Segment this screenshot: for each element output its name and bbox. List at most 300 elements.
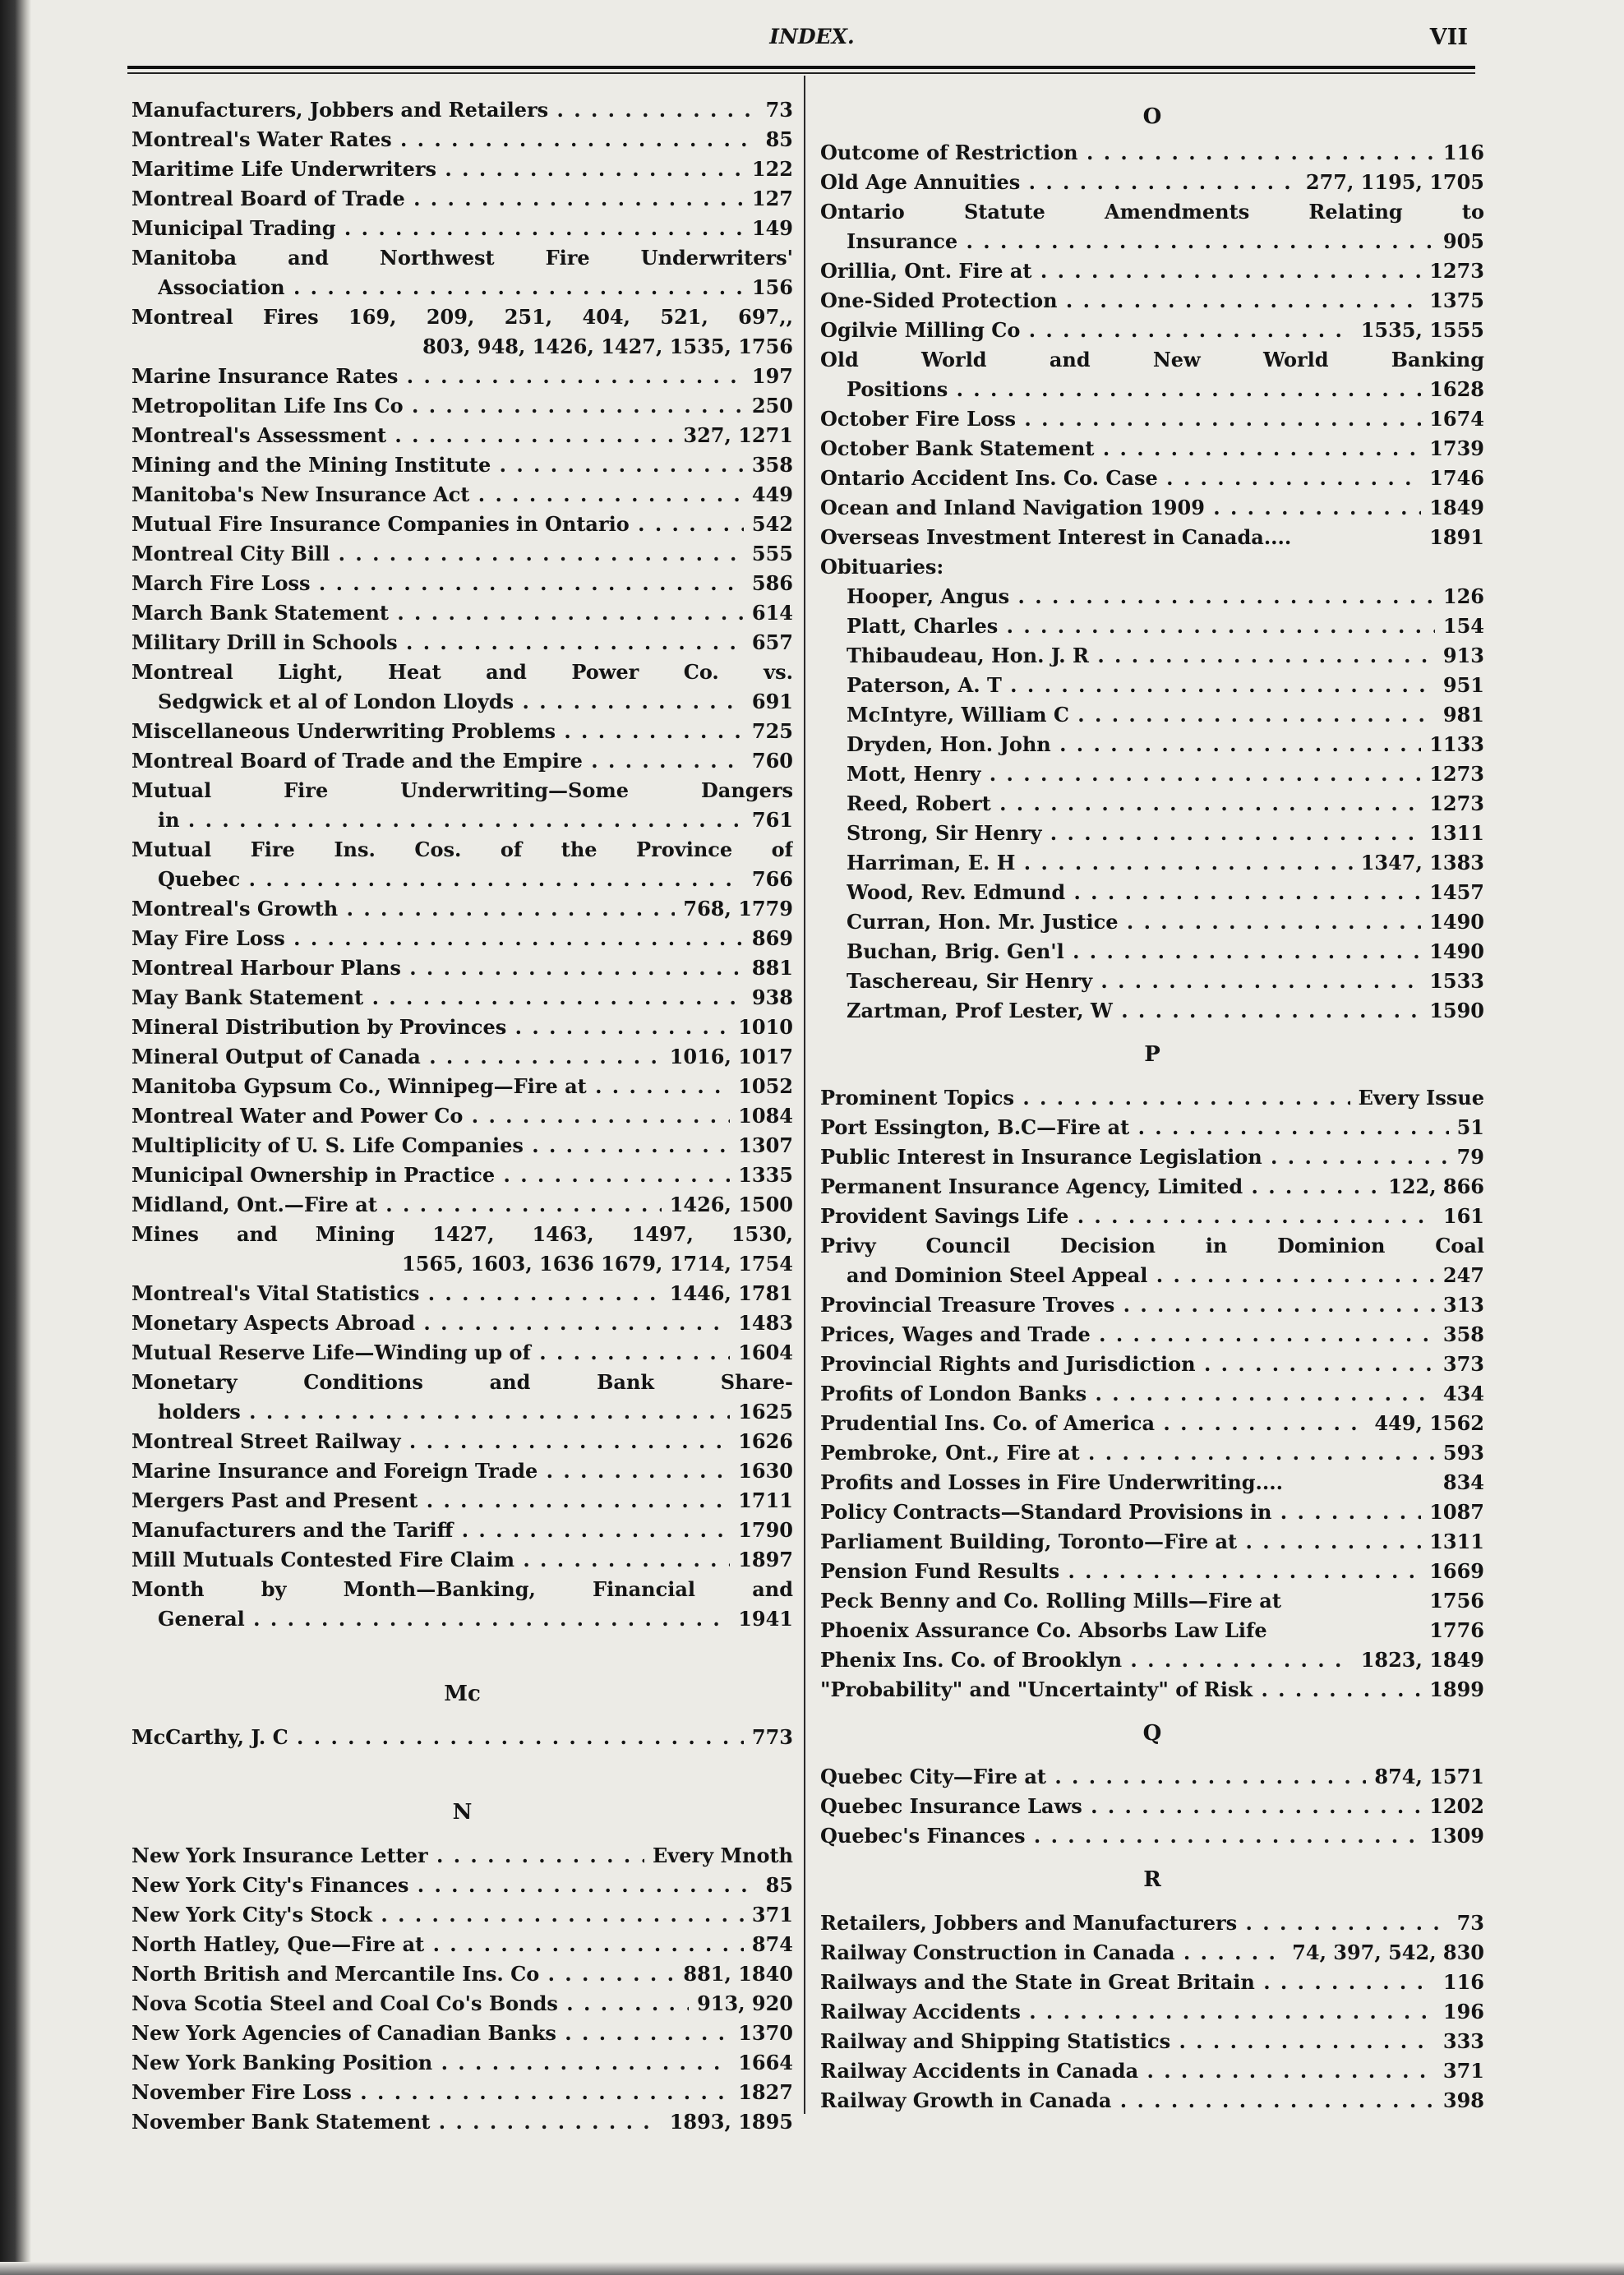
index-entry [131,1072,793,1101]
entry-title: Municipal Ownership in Practice . . . [131,1161,730,1190]
index-entry [131,569,793,598]
entry-pages: 1899 [1429,1677,1484,1701]
entry-pages: 951 [1442,673,1484,697]
entry-title: New York Banking Position . . . [131,2048,730,2078]
obituary-entry [820,878,1484,907]
entry-pages: 149 [751,216,793,240]
entry-title: Quebec . . . [158,865,744,894]
entry-title: Month by Month—Banking, Financial and [131,1577,793,1601]
entry-title: Mill Mutuals Contested Fire Claim . . . [131,1545,730,1575]
index-entry [820,168,1484,197]
index-entry [820,1527,1484,1557]
page-bottom-edge [0,2262,1624,2275]
entry-pages: 981 [1442,703,1484,727]
index-entry [820,1616,1484,1645]
index-entry [820,1968,1484,1997]
entry-title: Manufacturers, Jobbers and Retailers . . . [131,95,758,125]
entry-title: November Bank Statement . . . [131,2107,662,2137]
entry-pages: 1626 [738,1429,793,1453]
entry-title: Retailers, Jobbers and Manufacturers . . . [820,1908,1449,1938]
entry-title: Parliament Building, Toronto—Fire at . . . [820,1527,1421,1557]
index-entry [131,539,793,569]
section-gap [131,1752,793,1784]
index-entry [131,1516,793,1545]
index-entry [131,717,793,746]
entry-pages: 1309 [1429,1824,1484,1848]
index-entry [131,1604,793,1634]
entry-title: Mott, Henry . . . [847,759,1421,789]
entry-pages: 881 [751,956,793,980]
entry-title: Montreal Street Railway . . . [131,1427,730,1456]
entry-title: Ontario Accident Ins. Co. Case . . . [820,464,1421,493]
entry-pages: 1347, 1383 [1360,851,1484,874]
entry-pages: 1625 [738,1400,793,1424]
entry-pages: 73 [1456,1911,1484,1935]
entry-pages: 1370 [738,2021,793,2045]
entry-pages: 116 [1442,1970,1484,1994]
entry-title: Reed, Robert . . . [847,789,1421,819]
entry-pages: 766 [751,867,793,891]
entry-title: Wood, Rev. Edmund . . . [847,878,1421,907]
entry-title: Miscellaneous Underwriting Problems . . . [131,717,744,746]
entry-pages: 1273 [1429,762,1484,786]
entry-pages: 277, 1195, 1705 [1305,170,1484,194]
entry-pages: 1490 [1429,910,1484,934]
obituary-entry [820,967,1484,996]
index-entry [131,1723,793,1752]
entry-pages: 398 [1442,2088,1484,2112]
entry-pages: 913, 920 [697,1991,793,2015]
index-entry [131,746,793,776]
entry-title: General . . . [158,1604,730,1634]
index-entry [131,391,793,421]
page-binding-edge [0,0,31,2275]
entry-pages: 874 [751,1932,793,1956]
entry-title: Quebec's Finances . . . [820,1821,1421,1851]
entry-title: Montreal Light, Heat and Power Co. vs. [131,660,793,684]
entry-title: in . . . [158,805,744,835]
entry-title: Railways and the State in Great Britain . . . [820,1968,1435,1997]
index-entry [131,1959,793,1989]
entry-title: Montreal City Bill . . . [131,539,744,569]
entry-pages: 85 [765,1873,793,1897]
index-entry [131,1841,793,1871]
index-entry [820,404,1484,434]
obituary-entry [820,996,1484,1026]
index-entry-label [820,1231,1484,1261]
index-entry [820,227,1484,256]
entry-title: Buchan, Brig. Gen'l . . . [847,937,1421,967]
entry-title: Montreal's Growth . . . [131,894,675,924]
obituary-entry [820,848,1484,878]
entry-title: and Dominion Steel Appeal . . . [847,1261,1435,1290]
entry-pages: 1849 [1429,496,1484,519]
index-entry [131,1486,793,1516]
page-number: VII [1429,25,1468,50]
entry-pages: 127 [751,187,793,210]
entry-pages: 126 [1442,584,1484,608]
index-entry [820,464,1484,493]
index-entry [131,1190,793,1220]
entry-pages: 555 [751,542,793,565]
index-entry [820,1497,1484,1527]
entry-pages: 1776 [1429,1618,1484,1642]
entry-title: Montreal Harbour Plans . . . [131,953,744,983]
obituary-entry [820,582,1484,611]
entry-pages: 1535, 1555 [1360,318,1484,342]
entry-title: McCarthy, J. C . . . [131,1723,744,1752]
index-entry [820,1379,1484,1409]
index-entry [820,1675,1484,1705]
entry-title: Pembroke, Ont., Fire at . . . [820,1438,1435,1468]
section-letter: R [1143,1867,1161,1892]
entry-title: Permanent Insurance Agency, Limited . . . [820,1172,1380,1202]
entry-pages: 803, 948, 1426, 1427, 1535, 1756 [422,335,793,358]
entry-title: Harriman, E. H . . . [847,848,1353,878]
index-entry [131,983,793,1013]
entry-pages: 327, 1271 [683,423,793,447]
index-entry [820,1202,1484,1231]
entry-title: Mergers Past and Present . . . [131,1486,730,1516]
entry-title: Manufacturers and the Tariff . . . [131,1516,730,1545]
entry-title: Ogilvie Milling Co . . . [820,316,1353,345]
entry-pages: 1490 [1429,939,1484,963]
entry-title: Positions . . . [847,375,1421,404]
entry-pages: 1087 [1429,1500,1484,1524]
column-divider [804,76,805,2114]
index-entry [131,184,793,214]
entry-pages: 196 [1442,2000,1484,2024]
index-entry [131,1101,793,1131]
entry-pages: 874, 1571 [1374,1765,1484,1788]
entry-title: October Fire Loss . . . [820,404,1421,434]
index-entry [820,1320,1484,1350]
entry-pages: 657 [751,630,793,654]
entry-title: Old Age Annuities . . . [820,168,1298,197]
entry-title: Mutual Reserve Life—Winding up of . . . [131,1338,730,1368]
index-entry [131,1900,793,1930]
entry-title: Nova Scotia Steel and Coal Co's Bonds . . . [131,1989,689,2019]
entry-pages: 1891 [1429,525,1484,549]
entry-title: Metropolitan Life Ins Co . . . [131,391,744,421]
index-entry [131,865,793,894]
index-entry [131,480,793,510]
entry-pages: 1533 [1429,969,1484,993]
entry-pages: 1630 [738,1459,793,1483]
header-rule-thin [127,72,1475,74]
entry-pages: 51 [1456,1115,1484,1139]
entry-pages: 116 [1442,141,1484,164]
entry-title: Montreal Board of Trade . . . [131,184,744,214]
section-letter: Q [1142,1721,1162,1746]
entry-pages: 586 [751,571,793,595]
index-entry [131,362,793,391]
index-entry [131,1131,793,1161]
entry-title: holders . . . [158,1397,730,1427]
entry-title: Mining and the Mining Institute . . . [131,450,744,480]
entry-title: Municipal Trading . . . [131,214,744,243]
entry-pages: 1202 [1429,1794,1484,1818]
index-entry [820,286,1484,316]
entry-title: Policy Contracts—Standard Provisions in . . . [820,1497,1421,1527]
entry-title: Midland, Ont.—Fire at . . . [131,1190,662,1220]
entry-pages: 1790 [738,1518,793,1542]
entry-title: Maritime Life Underwriters . . . [131,155,744,184]
entry-pages: 1457 [1429,880,1484,904]
entry-title: Manitoba's New Insurance Act . . . [131,480,744,510]
entry-title: Quebec City—Fire at . . . [820,1762,1366,1792]
index-entry [820,1792,1484,1821]
left-column [131,95,793,2137]
entry-pages: 1307 [738,1133,793,1157]
entry-title: Ocean and Inland Navigation 1909 . . . [820,493,1421,523]
index-entry [131,2048,793,2078]
entry-title: Montreal's Water Rates . . . [131,125,758,155]
index-entry [131,953,793,983]
entry-pages: 1827 [738,2080,793,2104]
entry-pages: 869 [751,926,793,950]
index-entry [820,434,1484,464]
entry-pages: 79 [1456,1145,1484,1169]
index-entry [131,687,793,717]
entry-pages: 938 [751,985,793,1009]
entry-pages: 161 [1442,1204,1484,1228]
entry-pages: 1273 [1429,791,1484,815]
entry-title: Manitoba and Northwest Fire Underwriters' [131,246,793,270]
entry-title: Strong, Sir Henry . . . [847,819,1421,848]
entry-title: Phenix Ins. Co. of Brooklyn . . . [820,1645,1353,1675]
entry-pages: 434 [1442,1382,1484,1405]
entry-title: Montreal's Assessment . . . [131,421,675,450]
entry-title: North Hatley, Que—Fire at . . . [131,1930,744,1959]
entry-pages: 1311 [1429,1530,1484,1553]
entry-pages: 761 [751,808,793,832]
entry-title: Montreal Board of Trade and the Empire . . . [131,746,744,776]
index-entry [820,1113,1484,1142]
index-entry-label [131,1368,793,1397]
index-entry [131,2078,793,2107]
entry-title: Manitoba Gypsum Co., Winnipeg—Fire at . . . [131,1072,730,1101]
index-entry [820,1997,1484,2027]
index-entry [131,1397,793,1427]
entry-title: One-Sided Protection . . . [820,286,1421,316]
entry-title: Privy Council Decision in Dominion Coal [820,1234,1484,1257]
entry-pages: 1052 [738,1074,793,1098]
page-title: INDEX. [769,25,855,48]
index-entry [131,1013,793,1042]
section-letter: P [1144,1042,1160,1067]
entry-title: Marine Insurance and Foreign Trade . . . [131,1456,730,1486]
index-entry [131,510,793,539]
entry-pages: 1664 [738,2051,793,2074]
section-gap [131,1634,793,1665]
index-entry-label [820,197,1484,227]
index-entry [820,1557,1484,1586]
obituary-entry [820,759,1484,789]
entry-pages: 1628 [1429,377,1484,401]
entry-title: Railway Accidents . . . [820,1997,1435,2027]
entry-title: Mutual Fire Underwriting—Some Dangers [131,778,793,802]
entry-title: October Bank Statement . . . [820,434,1421,464]
index-entry [131,1545,793,1575]
index-entry-label [131,243,793,273]
index-entry [820,375,1484,404]
entry-title: November Fire Loss . . . [131,2078,730,2107]
entry-pages: 913 [1442,644,1484,667]
entry-pages: 834 [1442,1470,1484,1494]
entry-pages: 122 [751,157,793,181]
entry-title: Outcome of Restriction . . . [820,138,1435,168]
entry-title: Hooper, Angus . . . [847,582,1435,611]
index-entry-label [131,776,793,805]
index-entry [131,1989,793,2019]
index-entry [131,628,793,658]
index-entry [820,1438,1484,1468]
entry-title: Mineral Output of Canada . . . [131,1042,662,1072]
entry-pages: 1739 [1429,436,1484,460]
entry-title: Railway Growth in Canada . . . [820,2086,1435,2116]
entry-title: Sedgwick et al of London Lloyds . . . [158,687,744,717]
index-entry [131,95,793,125]
obituary-entry [820,937,1484,967]
entry-title: Provincial Treasure Troves . . . [820,1290,1435,1320]
entry-pages: 542 [751,512,793,536]
entry-pages: 1746 [1429,466,1484,490]
entry-title: New York City's Finances . . . [131,1871,758,1900]
index-entry [820,2056,1484,2086]
entry-pages: 85 [765,127,793,151]
index-entry [131,1871,793,1900]
index-entry-label [131,1575,793,1604]
entry-pages: 1375 [1429,288,1484,312]
entry-pages: 247 [1442,1263,1484,1287]
entry-pages: 73 [765,98,793,122]
entry-title: Obituaries: [820,555,944,579]
index-entry [820,316,1484,345]
entry-title: Public Interest in Insurance Legislation . . . [820,1142,1449,1172]
entry-title: Phoenix Assurance Co. Absorbs Law Life [820,1618,1267,1642]
entry-pages: 1483 [738,1311,793,1335]
entry-pages: 122, 866 [1388,1174,1484,1198]
index-entry [820,1821,1484,1851]
index-entry [820,2086,1484,2116]
entry-title: Multiplicity of U. S. Life Companies . . . [131,1131,730,1161]
right-column [820,97,1484,2116]
entry-pages: 1590 [1429,999,1484,1022]
entry-title: Monetary Aspects Abroad . . . [131,1308,730,1338]
entry-title: Monetary Conditions and Bank Share- [131,1370,793,1394]
entry-pages: 1016, 1017 [669,1045,793,1068]
entry-title: New York Insurance Letter . . . [131,1841,644,1871]
obituary-entry [820,907,1484,937]
entry-title: Prudential Ins. Co. of America . . . [820,1409,1366,1438]
index-entry [820,256,1484,286]
entry-title: May Fire Loss . . . [131,924,744,953]
entry-pages: 1674 [1429,407,1484,431]
entry-title: Marine Insurance Rates . . . [131,362,744,391]
entry-title: Prices, Wages and Trade . . . [820,1320,1435,1350]
entry-title: Provident Savings Life . . . [820,1202,1435,1231]
entry-title: Platt, Charles . . . [847,611,1435,641]
entry-title: Insurance . . . [847,227,1435,256]
obituary-entry [820,611,1484,641]
entry-title: Military Drill in Schools . . . [131,628,744,658]
index-entry [131,1456,793,1486]
entry-pages: 313 [1442,1293,1484,1317]
entry-title: Profits and Losses in Fire Underwriting.... [820,1470,1283,1494]
entry-title: Provincial Rights and Jurisdiction . . . [820,1350,1435,1379]
entry-pages: 593 [1442,1441,1484,1465]
entry-pages: 1604 [738,1341,793,1364]
index-entry-pages-continued [131,332,793,362]
entry-pages: 1565, 1603, 1636 1679, 1714, 1754 [402,1252,793,1276]
index-entry [131,1161,793,1190]
entry-title: Zartman, Prof Lester, W . . . [847,996,1421,1026]
index-entry [820,1409,1484,1438]
entry-title: Montreal's Vital Statistics . . . [131,1279,662,1308]
index-entry-label [820,345,1484,375]
entry-title: Montreal Water and Power Co . . . [131,1101,730,1131]
index-entry-label [131,835,793,865]
index-entry [131,2019,793,2048]
obituary-entry [820,789,1484,819]
entry-title: Dryden, Hon. John . . . [847,730,1421,759]
entry-pages: 881, 1840 [683,1962,793,1986]
index-entry-label [131,658,793,687]
entry-title: Quebec Insurance Laws . . . [820,1792,1421,1821]
entry-title: Curran, Hon. Mr. Justice . . . [847,907,1421,937]
entry-title: Railway and Shipping Statistics . . . [820,2027,1435,2056]
entry-pages: 1010 [738,1015,793,1039]
entry-title: Taschereau, Sir Henry . . . [847,967,1421,996]
entry-title: McIntyre, William C . . . [847,700,1435,730]
index-entry-label [131,302,793,332]
entry-pages: Every Issue [1358,1086,1484,1110]
header-rule-thick [127,66,1475,69]
entry-pages: 905 [1442,229,1484,253]
entry-pages: 373 [1442,1352,1484,1376]
entry-title: New York City's Stock . . . [131,1900,744,1930]
index-entry [820,138,1484,168]
entry-pages: 449 [751,482,793,506]
section-letter: Mc [444,1682,481,1706]
index-entry-label [131,1220,793,1249]
index-entry [131,1279,793,1308]
entry-pages: 1084 [738,1104,793,1128]
obituary-entry [820,819,1484,848]
entry-title: Railway Accidents in Canada . . . [820,2056,1435,2086]
entry-title: Mutual Fire Ins. Cos. of the Province of [131,838,793,861]
obituary-entry [820,671,1484,700]
section-letter: O [1142,104,1162,129]
index-entry [820,523,1484,552]
entry-pages: 1897 [738,1548,793,1571]
obituary-entry [820,700,1484,730]
entry-pages: 1711 [738,1488,793,1512]
entry-title: "Probability" and "Uncertainty" of Risk . . . [820,1675,1421,1705]
index-entry [820,1142,1484,1172]
entry-title: Peck Benny and Co. Rolling Mills—Fire at [820,1589,1281,1613]
index-entry [131,894,793,924]
entry-pages: 1133 [1429,732,1484,756]
entry-title: Old World and New World Banking [820,348,1484,371]
index-entry [131,598,793,628]
index-entry [131,1042,793,1072]
entry-pages: Every Mnoth [652,1844,793,1867]
index-entry [820,1350,1484,1379]
entry-pages: 614 [751,601,793,625]
entry-pages: 1893, 1895 [669,2110,793,2134]
